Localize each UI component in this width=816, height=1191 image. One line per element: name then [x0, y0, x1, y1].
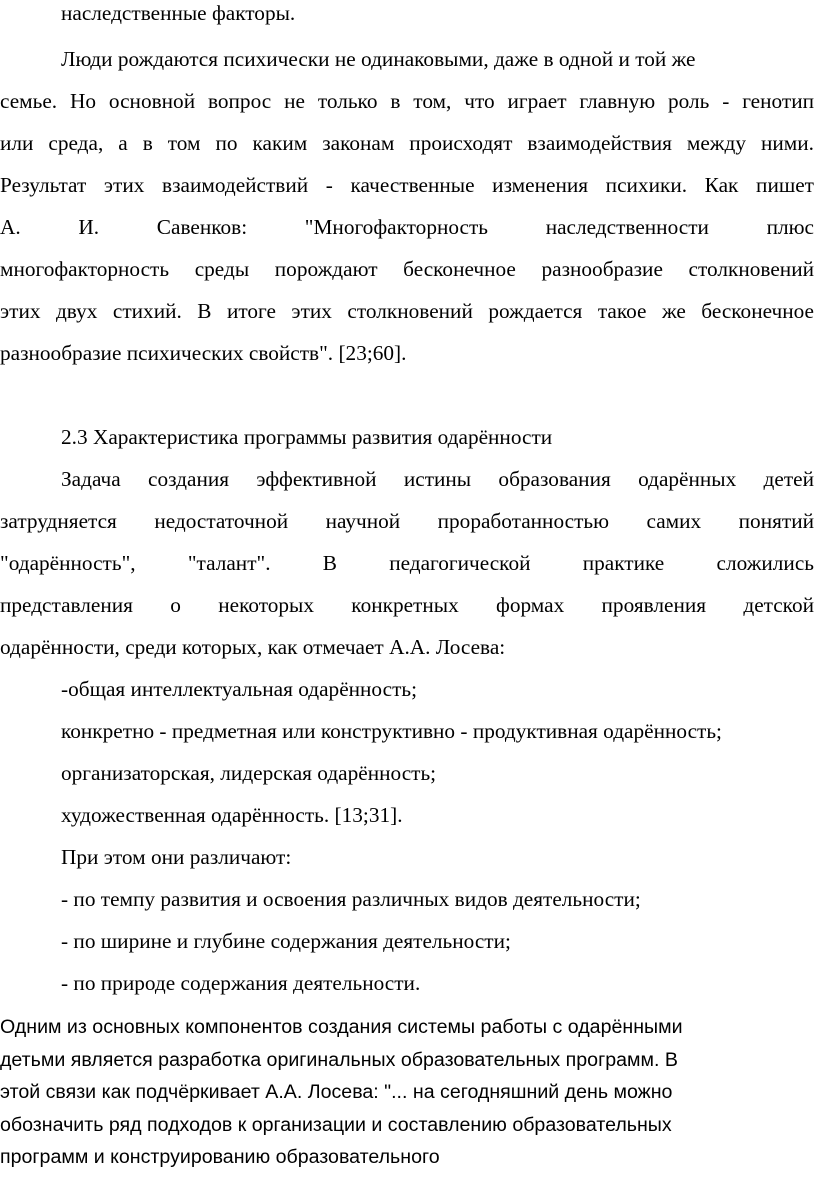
text-line: многофакторность среды порождают бесконечное разнообразие столкновений [0, 257, 814, 281]
text-line: А. И. Савенков: "Многофакторность наследственности плюс [0, 215, 814, 239]
list-item: -общая интеллектуальная одарённость; [61, 677, 418, 701]
list-item: художественная одарённость. [13;31]. [61, 803, 403, 827]
list-item: - по ширине и глубине содержания деятельности; [61, 929, 511, 953]
text-line: "одарённость", "талант". В педагогической практике сложились [0, 551, 814, 575]
text-line: При этом они различают: [61, 845, 292, 869]
text-line: программ и конструированию образовательного [0, 1146, 440, 1168]
text-line: семье. Но основной вопрос не только в том, что играет главную роль - генотип [0, 89, 814, 113]
list-item: организаторская, лидерская одарённость; [61, 761, 437, 785]
text-line: наследственные факторы. [61, 1, 296, 25]
text-line: этих двух стихий. В итоге этих столкновений рождается такое же бесконечное [0, 299, 814, 323]
text-line: обозначить ряд подходов к организации и составлению образовательных [0, 1114, 672, 1136]
text-line: Одним из основных компонентов создания системы работы с одарёнными [0, 1016, 683, 1038]
list-item: - по природе содержания деятельности. [61, 971, 421, 995]
list-item: - по темпу развития и освоения различных видов деятельности; [61, 887, 641, 911]
text-line: затрудняется недостаточной научной проработанностью самих понятий [0, 509, 814, 533]
list-item: конкретно - предметная или конструктивно - продуктивная одарённость; [61, 719, 722, 743]
text-line: одарённости, среди которых, как отмечает А.А. Лосева: [0, 635, 506, 659]
section-heading: 2.3 Характеристика программы развития одарённости [61, 425, 553, 449]
text-line: Результат этих взаимодействий - качественные изменения психики. Как пишет [0, 173, 814, 197]
text-line: или среда, а в том по каким законам происходят взаимодействия между ними. [0, 131, 814, 155]
text-line: Задача создания эффективной истины образования одарённых детей [61, 467, 814, 491]
text-line: разнообразие психических свойств". [23;60]. [0, 341, 407, 365]
text-line: представления о некоторых конкретных формах проявления детской [0, 593, 814, 617]
text-line: этой связи как подчёркивает А.А. Лосева: "... на сегодняшний день можно [0, 1081, 673, 1103]
text-line: детьми является разработка оригинальных образовательных программ. В [0, 1049, 678, 1071]
text-line: Люди рождаются психически не одинаковыми, даже в одной и той же [61, 47, 696, 71]
